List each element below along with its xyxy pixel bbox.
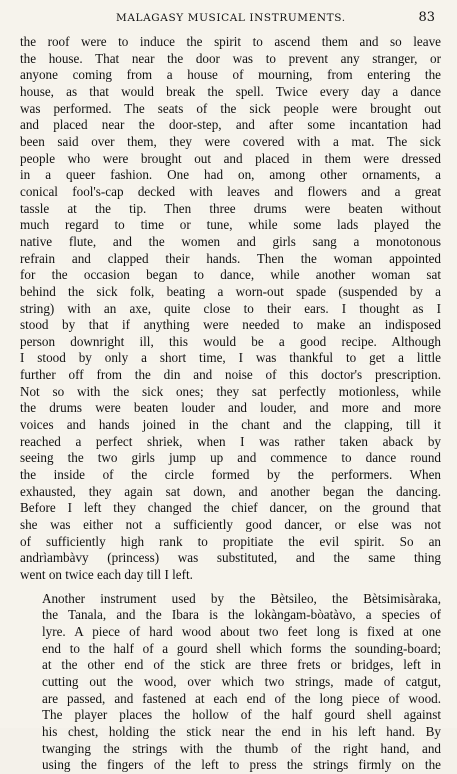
text-line: went on twice each day till I left. bbox=[20, 567, 193, 582]
text-line: anyone coming from a house of mourning, from entering the bbox=[20, 67, 441, 83]
page-number: 83 bbox=[418, 10, 435, 25]
text-line: conical fool's-cap decked with leaves and flowers and a great bbox=[20, 183, 441, 199]
running-head-title: MALAGASY MUSICAL INSTRUMENTS. bbox=[116, 12, 346, 24]
text-line: was performed. The seats of the sick people were brought out bbox=[20, 100, 441, 116]
text-line: are passed, and fastened at each end of the long piece of wood. bbox=[42, 690, 441, 706]
text-line: been said over them, they were covered with a mat. The sick bbox=[20, 133, 441, 149]
text-line: end to the half of a gourd shell which forms the sounding-board; bbox=[42, 640, 441, 656]
text-line: refrain and clapped their hands. Then the woman appointed bbox=[20, 250, 441, 266]
text-line: house, as that would break the spell. Twice every day a dance bbox=[20, 83, 441, 99]
text-line: people who were brought out and placed in them were dressed bbox=[20, 150, 441, 166]
text-line: his chest, holding the stick near the end in his left hand. By bbox=[42, 723, 441, 739]
body-text bbox=[20, 34, 441, 773]
text-line: at the other end of the stick are three frets or bridges, left in bbox=[42, 657, 441, 673]
text-line: seeing the two girls jump up and commence to dance round bbox=[20, 450, 441, 466]
text-line: using the fingers of the left to press the strings firmly on the bbox=[42, 757, 441, 773]
text-line: native flute, and the women and girls sang a monotonous bbox=[20, 233, 441, 249]
text-line: much regard to time or tune, while some lads played the bbox=[20, 217, 441, 233]
text-line: tassle at the tip. Then three drums were beaten without bbox=[20, 200, 441, 216]
text-line: The player places the hollow of the half gourd shell against bbox=[42, 707, 441, 723]
text-line: stood by that if anything were needed to make an indisposed bbox=[20, 317, 441, 333]
text-line: of sufficiently high rank to propitiate the evil spirit. So an bbox=[20, 533, 441, 549]
text-line: I stood by only a short time, I was thankful to get a little bbox=[20, 350, 441, 366]
text-line: twanging the strings with the thumb of the right hand, and bbox=[42, 740, 441, 756]
text-line: in a queer fashion. One had on, among other ornaments, a bbox=[20, 167, 441, 183]
text-line: and placed near the door-step, and after some incantation had bbox=[20, 117, 441, 133]
text-line: Before I left they changed the chief dancer, on the ground that bbox=[20, 500, 441, 516]
text-line: the inside of the circle formed by the performers. When bbox=[20, 467, 441, 483]
text-line: behind the sick folk, beating a worn-out spade (suspended by a bbox=[20, 283, 441, 299]
text-line: Another instrument used by the Bètsileo, the Bètsimisàraka, bbox=[42, 590, 441, 606]
text-line: Not so with the sick ones; they sat perfectly motionless, while bbox=[20, 383, 441, 399]
running-head bbox=[20, 12, 437, 30]
text-line: the Tanala, and the Ibara is the lokàngam-bòatàvo, a species of bbox=[42, 607, 441, 623]
text-line: exhausted, they again sat down, and another began the dancing. bbox=[20, 483, 441, 499]
text-line: voices and hands joined in the chant and the clapping, till it bbox=[20, 417, 441, 433]
text-line: the roof were to induce the spirit to ascend them and so leave bbox=[20, 34, 441, 49]
text-line: the drums were beaten louder and louder, and more and more bbox=[20, 400, 441, 416]
text-line: person downright ill, this would be a good recipe. Although bbox=[20, 333, 441, 349]
text-line: the house. That near the door was to prevent any stranger, or bbox=[20, 50, 441, 66]
text-line: lyre. A piece of hard wood about two feet long is fixed at one bbox=[42, 623, 441, 639]
text-line: for the occasion began to dance, while another woman sat bbox=[20, 267, 441, 283]
text-line: cutting out the wood, over which two strings, made of catgut, bbox=[42, 673, 441, 689]
text-line: she was either not a sufficiently good dancer, or else was not bbox=[20, 517, 441, 533]
text-line: string) with an axe, quite close to their ears. I thought as I bbox=[20, 300, 441, 316]
text-line: reached a perfect shriek, when I was rather taken aback by bbox=[20, 433, 441, 449]
text-line: further off from the din and noise of this doctor's prescription. bbox=[20, 367, 441, 383]
text-line: andrìambàvy (princess) was substituted, and the same thing bbox=[20, 550, 441, 566]
paragraph-1 bbox=[20, 34, 441, 584]
paragraph-2 bbox=[20, 591, 441, 774]
